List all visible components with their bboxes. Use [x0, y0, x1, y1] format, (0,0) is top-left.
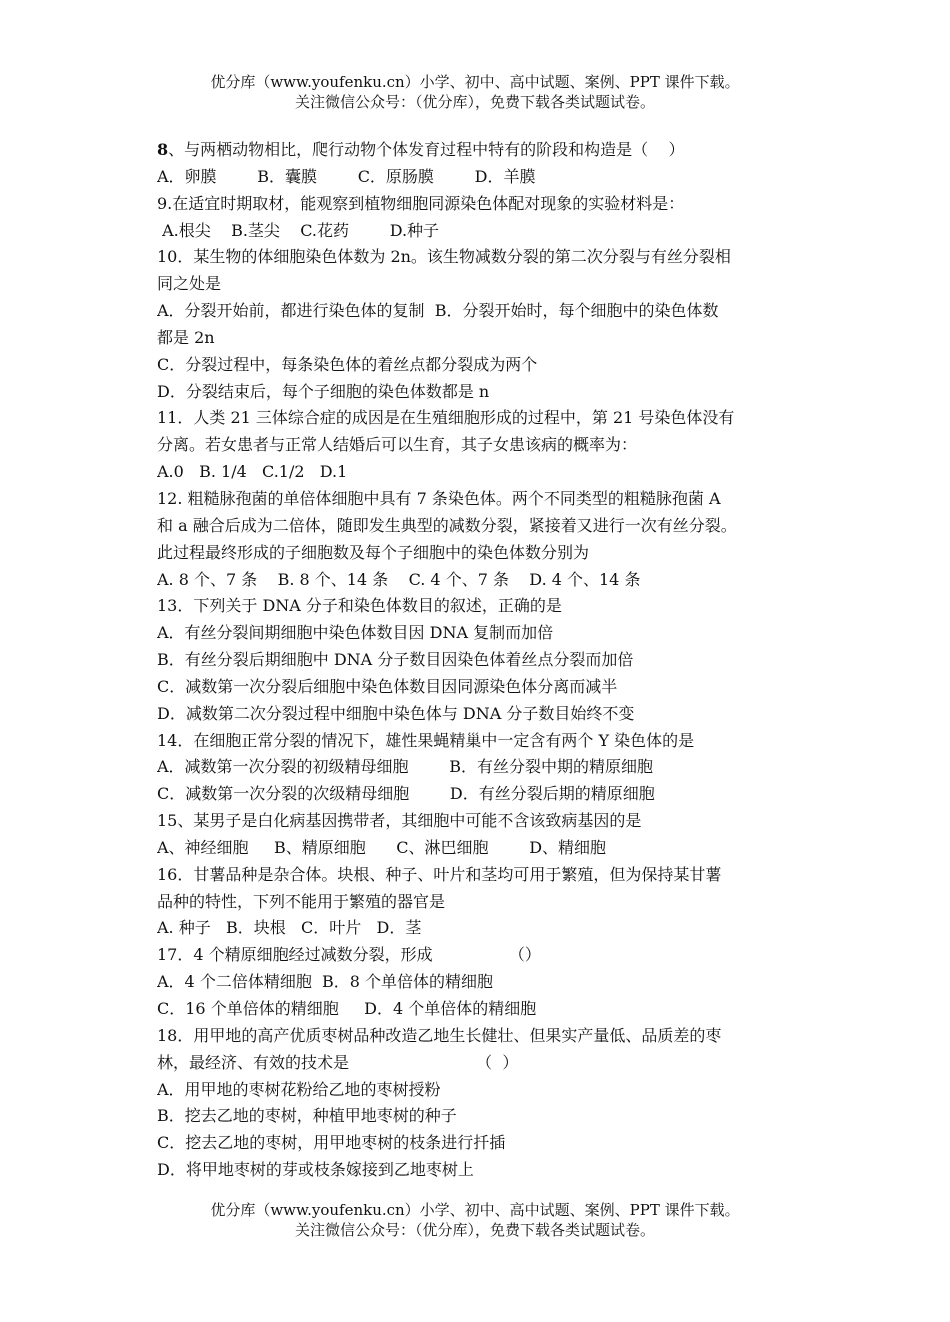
text-line: D．分裂结束后，每个子细胞的染色体数都是 n [157, 381, 490, 401]
footer-line-1: 优分库（www.youfenku.cn）小学、初中、高中试题、案例、PPT 课件下载。 [210, 1201, 740, 1219]
text-line: 林，最经济、有效的技术是 （ ） [157, 1052, 519, 1072]
text-line: 15、某男子是白化病基因携带者，其细胞中可能不含该致病基因的是 [157, 811, 642, 831]
text-line: 18．用甲地的高产优质枣树品种改造乙地生长健壮、但果实产量低、品质差的枣 [157, 1025, 722, 1045]
text-line: 此过程最终形成的子细胞数及每个子细胞中的染色体数分别为 [157, 542, 590, 562]
text-line: B．挖去乙地的枣树，种植甲地枣树的种子 [157, 1106, 457, 1126]
text-line: 都是 2n [157, 327, 215, 347]
text-line: 13．下列关于 DNA 分子和染色体数目的叙述，正确的是 [157, 596, 562, 616]
text-line: C．挖去乙地的枣树，用甲地枣树的枝条进行扦插 [157, 1133, 506, 1153]
text-line: C．分裂过程中，每条染色体的着丝点都分裂成为两个 [157, 354, 538, 374]
text-line: 17．4 个精原细胞经过减数分裂，形成 （） [157, 945, 541, 965]
text-line: D．将甲地枣树的芽或枝条嫁接到乙地枣树上 [157, 1160, 474, 1180]
header-line-1: 优分库（www.youfenku.cn）小学、初中、高中试题、案例、PPT 课件下载。 [210, 73, 740, 91]
text-line: 12. 粗糙脉孢菌的单倍体细胞中具有 7 条染色体。两个不同类型的粗糙脉孢菌 A [157, 488, 721, 508]
text-line: 14．在细胞正常分裂的情况下，雄性果蝇精巢中一定含有两个 Y 染色体的是 [157, 730, 695, 750]
text-line: B．有丝分裂后期细胞中 DNA 分子数目因染色体着丝点分裂而加倍 [157, 650, 634, 670]
text-line: A．卵膜 B．囊膜 C．原肠膜 D．羊膜 [157, 166, 536, 186]
text-line: A.0 B. 1/4 C.1/2 D.1 [157, 462, 348, 482]
text-line: A、神经细胞 B、精原细胞 C、淋巴细胞 D、精细胞 [157, 837, 607, 857]
text-line: A. 种子 B．块根 C．叶片 D．茎 [157, 918, 422, 938]
text-line: C．减数第一次分裂后细胞中染色体数目因同源染色体分离而减半 [157, 676, 618, 696]
text-line: C．16 个单倍体的精细胞 D．4 个单倍体的精细胞 [157, 999, 537, 1018]
text-line: 8、与两栖动物相比，爬行动物个体发育过程中特有的阶段和构造是（ ） [157, 140, 685, 159]
text-line: A.根尖 B.茎尖 C.花药 D.种子 [157, 220, 440, 240]
text-line: A．用甲地的枣树花粉给乙地的枣树授粉 [157, 1079, 441, 1099]
text-line: 9.在适宜时期取材，能观察到植物细胞同源染色体配对现象的实验材料是： [157, 193, 685, 213]
header-line-2: 关注微信公众号：（优分库），免费下载各类试题试卷。 [294, 93, 655, 111]
text-line: C．减数第一次分裂的次级精母细胞 D．有丝分裂后期的精原细胞 [157, 784, 655, 804]
text-line: 和 a 融合后成为二倍体，随即发生典型的减数分裂，紧接着又进行一次有丝分裂。 [157, 515, 737, 535]
text-line: A．分裂开始前，都进行染色体的复制 B．分裂开始时，每个细胞中的染色体数 [157, 301, 719, 321]
page-footer [0, 1200, 950, 1240]
question-body [157, 137, 817, 1184]
page-header [0, 72, 950, 112]
text-line: 分离。若女患者与正常人结婚后可以生育，其子女患该病的概率为： [157, 435, 638, 455]
text-line: A．减数第一次分裂的初级精母细胞 B．有丝分裂中期的精原细胞 [157, 757, 654, 777]
text-line: A．有丝分裂间期细胞中染色体数目因 DNA 复制而加倍 [157, 623, 554, 643]
footer-line-2: 关注微信公众号：（优分库），免费下载各类试题试卷。 [294, 1221, 655, 1239]
text-line: A. 8 个、7 条 B. 8 个、14 条 C. 4 个、7 条 D. 4 个、14 条 [157, 569, 641, 589]
question-number: 8 [157, 140, 169, 159]
text-line: 16．甘薯品种是杂合体。块根、种子、叶片和茎均可用于繁殖，但为保持某甘薯 [157, 864, 722, 884]
text-line: 10．某生物的体细胞染色体数为 2n。该生物减数分裂的第二次分裂与有丝分裂相 [157, 247, 731, 267]
text-line: 同之处是 [157, 274, 222, 294]
text-line: A．4 个二倍体精细胞 B．8 个单倍体的精细胞 [157, 972, 494, 992]
text-line: D．减数第二次分裂过程中细胞中染色体与 DNA 分子数目始终不变 [157, 703, 635, 723]
text-line: 品种的特性，下列不能用于繁殖的器官是 [157, 891, 446, 911]
text-line: 11．人类 21 三体综合症的成因是在生殖细胞形成的过程中，第 21 号染色体没有 [157, 408, 735, 428]
